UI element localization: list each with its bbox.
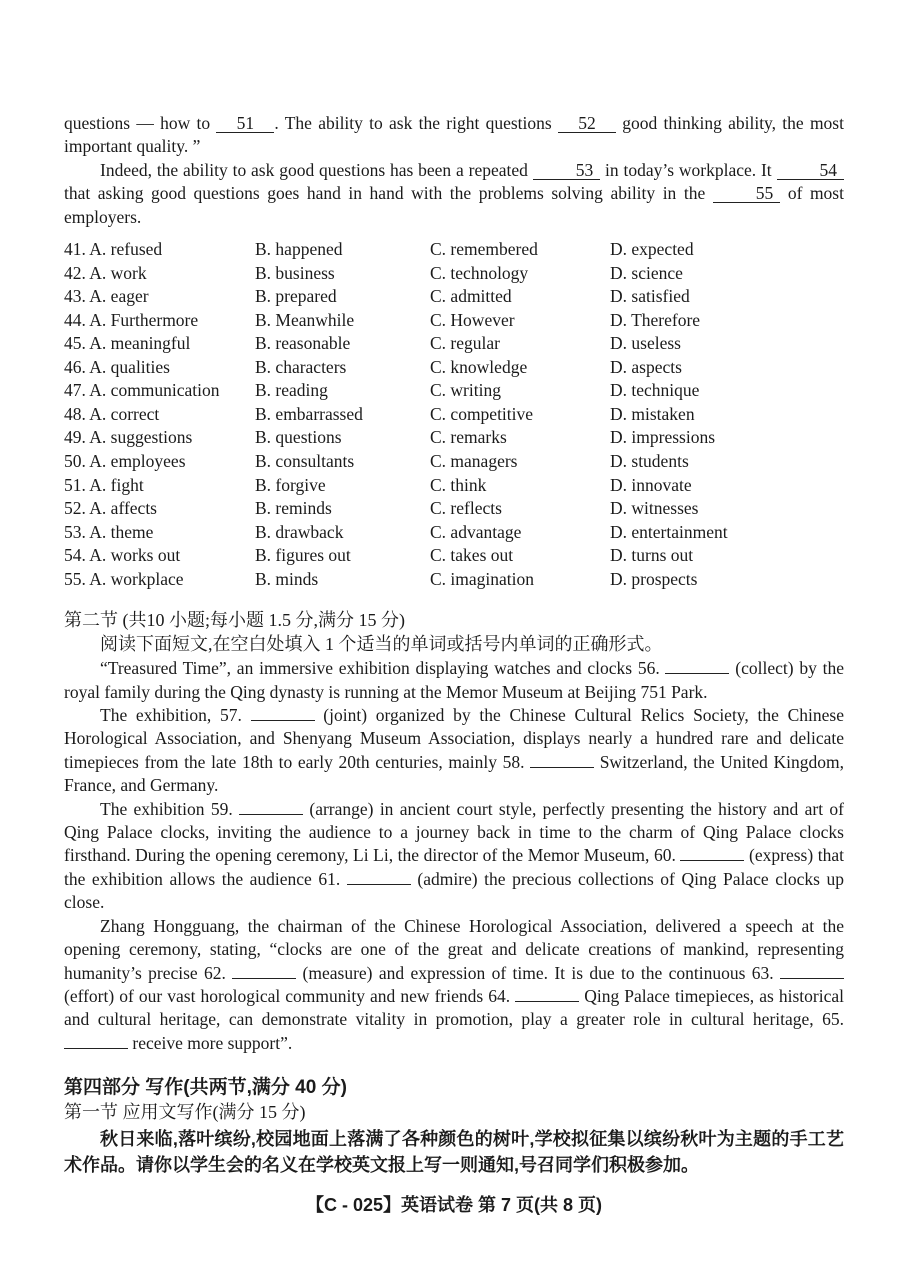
option-b: B. Meanwhile [255,309,355,330]
section2-heading: 第二节 (共10 小题;每小题 1.5 分,满分 15 分) [64,610,405,631]
cloze-blank-51: 51 [216,114,274,133]
option-b: B. forgive [255,474,326,495]
option-c: C. technology [430,262,529,283]
option-d: D. witnesses [610,498,699,519]
fill-blank-65 [64,1035,128,1049]
cloze-passage [64,112,844,229]
option-row-q50 [64,450,844,474]
option-a: 41. A. refused [64,239,163,260]
option-d: D. science [610,262,683,283]
grammar-paragraph-4: Zhang Hongguang, the chairman of the Chinese Horological Association, delivered a speech at the opening ceremony, stating, “clocks are one of the great and delicate creations of mankind, representing humanity’s precise 62. (measure) and expression of time. It is due to the continuous 63. (effort) of our vast horological community and new friends 64. Qing Palace timepieces, as historical and cultural heritage, can demonstrate vitality in promotion, play a greater role in cultural heritage, 65. receive more support”. [64,915,844,1053]
option-b: B. happened [255,239,343,260]
fill-blank-63 [780,965,844,979]
option-d: D. expected [610,239,694,260]
option-d: D. Therefore [610,309,701,330]
option-c: C. remarks [430,427,507,448]
fill-blank-62 [232,965,296,979]
option-row-q48 [64,403,844,427]
option-a: 53. A. theme [64,521,154,542]
option-d: D. students [610,450,689,471]
option-b: B. business [255,262,335,283]
option-a: 44. A. Furthermore [64,309,199,330]
fill-blank-59 [239,801,303,815]
option-b: B. embarrassed [255,403,363,424]
option-row-q43 [64,285,844,309]
option-c: C. reflects [430,498,502,519]
option-d: D. turns out [610,545,694,566]
option-a: 52. A. affects [64,498,157,519]
option-row-q46 [64,356,844,380]
option-c: C. writing [430,380,501,401]
grammar-paragraph-3: The exhibition 59. (arrange) in ancient court style, perfectly presenting the history and art of Qing Palace clocks, inviting the audience to a journey back in time to the charm of Qing Palace clocks firsthand. During the opening ceremony, Li Li, the director of the Memor Museum, 60. (express) that the exhibition allows the audience 61. (admire) the precious collections of Qing Palace clocks up close. [64,798,844,913]
option-a: 47. A. communication [64,380,220,401]
option-row-q41 [64,238,844,262]
option-c: C. regular [430,333,500,354]
option-b: B. reasonable [255,333,351,354]
option-d: D. technique [610,380,700,401]
fill-blank-61 [347,871,411,885]
option-c: C. advantage [430,521,522,542]
option-row-q52 [64,497,844,521]
option-a: 54. A. works out [64,545,181,566]
fill-blank-64 [515,988,579,1002]
option-b: B. reading [255,380,328,401]
grammar-fill-passage [64,657,844,1055]
grammar-paragraph-1: “Treasured Time”, an immersive exhibition displaying watches and clocks 56. (collect) by the royal family during the Qing dynasty is running at the Memor Museum at Beijing 751 Park. [64,658,844,702]
option-c: C. knowledge [430,356,528,377]
option-a: 49. A. suggestions [64,427,193,448]
fill-blank-56 [665,660,729,674]
option-row-q45 [64,332,844,356]
option-row-q54 [64,544,844,568]
option-c: C. However [430,309,515,330]
grammar-paragraph-2: The exhibition, 57. (joint) organized by the Chinese Cultural Relics Society, the Chinese Horological Association, and Shenyang Museum Association, displays nearly a hundred rare and delicate timepieces from the late 18th to early 20th centuries, mainly 58. Switzerland, the United Kingdom, France, and Germany. [64,705,844,796]
option-c: C. imagination [430,568,535,589]
cloze-paragraph-1: questions — how to 51 . The ability to ask the right questions 52 good thinking ability, the most important quality. ” [64,113,844,157]
option-b: B. minds [255,568,319,589]
cloze-paragraph-2: Indeed, the ability to ask good questions has been a repeated 53 in today’s workplace. It 54 that asking good questions goes hand in hand with the problems solving ability in the 55 of most employers. [64,159,844,227]
fill-blank-57 [251,707,315,721]
option-d: D. satisfied [610,286,690,307]
option-d: D. prospects [610,568,698,589]
writing-prompt: 秋日来临,落叶缤纷,校园地面上落满了各种颜色的树叶,学校拟征集以缤纷秋叶为主题的手工艺术作品。请你以学生会的名义在学校英文报上写一则通知,号召同学们积极参加。 [64,1129,844,1176]
option-b: B. consultants [255,450,355,471]
option-c: C. managers [430,450,518,471]
option-a: 42. A. work [64,262,147,283]
option-a: 46. A. qualities [64,356,170,377]
option-row-q55 [64,568,844,592]
cloze-blank-55: 55 [713,184,781,203]
cloze-blank-54: 54 [777,161,845,180]
option-row-q47 [64,379,844,403]
option-d: D. aspects [610,356,682,377]
fill-blank-58 [530,754,594,768]
section2-instruction: 阅读下面短文,在空白处填入 1 个适当的单词或括号内单词的正确形式。 [100,634,663,655]
option-d: D. impressions [610,427,715,448]
option-d: D. useless [610,333,681,354]
option-b: B. questions [255,427,342,448]
option-b: B. drawback [255,521,344,542]
option-d: D. entertainment [610,521,728,542]
option-b: B. reminds [255,498,332,519]
option-b: B. figures out [255,545,351,566]
option-c: C. remembered [430,239,538,260]
cloze-blank-52: 52 [558,114,616,133]
option-a: 55. A. workplace [64,568,184,589]
option-row-q53 [64,521,844,545]
option-c: C. think [430,474,487,495]
option-a: 51. A. fight [64,474,144,495]
option-b: B. prepared [255,286,337,307]
section4-heading: 第四部分 写作(共两节,满分 40 分) [64,1077,347,1099]
option-a: 43. A. eager [64,286,149,307]
option-row-q49 [64,426,844,450]
fill-blank-60 [680,847,744,861]
option-c: C. competitive [430,403,534,424]
option-row-q42 [64,262,844,286]
option-a: 48. A. correct [64,403,160,424]
page-footer: 【C - 025】英语试卷 第 7 页(共 8 页) [305,1195,603,1216]
option-c: C. admitted [430,286,512,307]
options-table [64,238,844,591]
option-a: 50. A. employees [64,450,186,471]
option-a: 45. A. meaningful [64,333,191,354]
section4-subheading: 第一节 应用文写作(满分 15 分) [64,1102,306,1123]
option-c: C. takes out [430,545,514,566]
option-b: B. characters [255,356,347,377]
option-d: D. mistaken [610,403,695,424]
option-d: D. innovate [610,474,692,495]
option-row-q51 [64,474,844,498]
option-row-q44 [64,309,844,333]
cloze-blank-53: 53 [533,161,601,180]
